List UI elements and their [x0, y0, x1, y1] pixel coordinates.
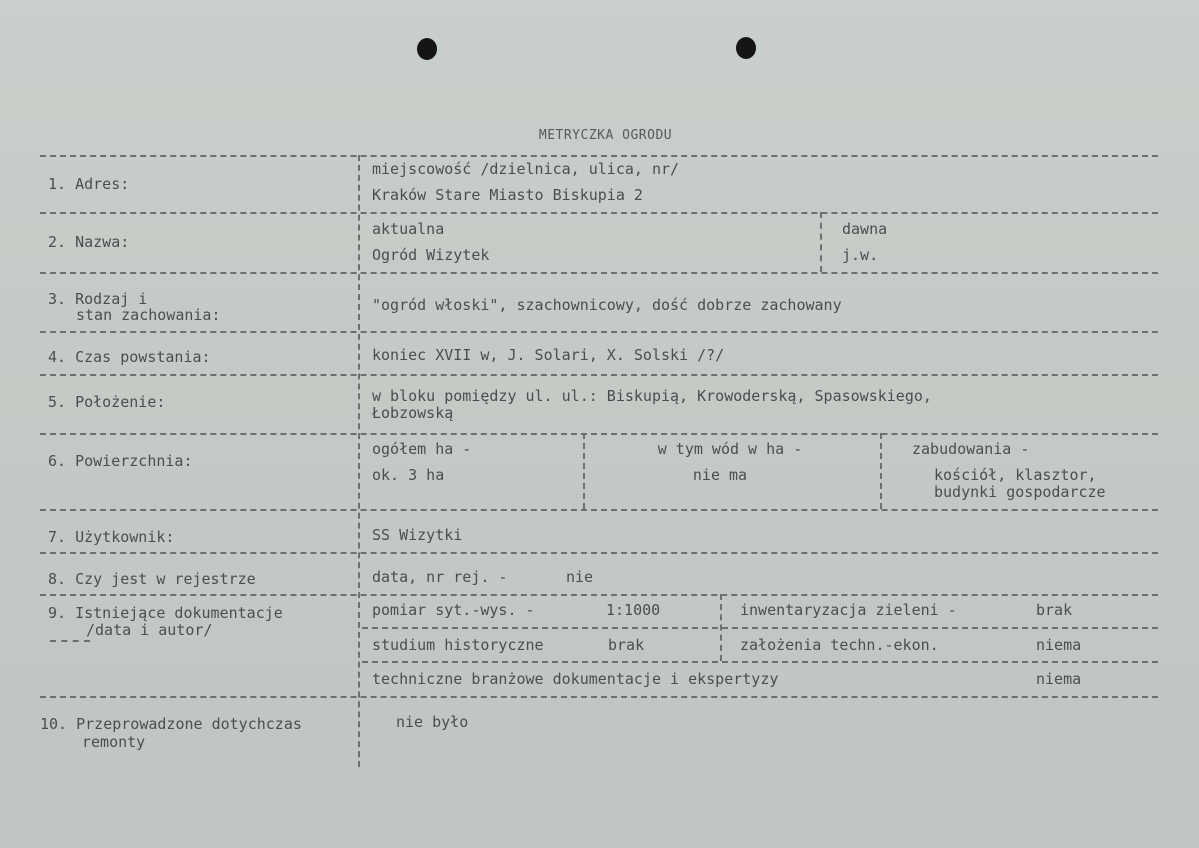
nazwa-current-value: Ogród Wizytek [372, 246, 490, 264]
row-label-nazwa: 2. Nazwa: [48, 233, 130, 251]
column-divider-docs [720, 594, 722, 661]
doc-history-label: studium historyczne [372, 636, 544, 654]
area-total-header: ogółem ha - [372, 440, 472, 458]
column-divider-main [358, 155, 360, 767]
adres-value: Kraków Stare Miasto Biskupia 2 [372, 186, 643, 204]
row-label-remonty-1: 10. Przeprowadzone dotychczas [40, 715, 302, 733]
polozenie-value-2: Łobzowską [372, 404, 454, 422]
row-label-dokumentacje-2: /data i autor/ [86, 621, 213, 639]
doc-survey-label: pomiar syt.-wys. - [372, 601, 535, 619]
table-rule [40, 374, 1158, 376]
table-rule [40, 696, 1158, 698]
czas-value: koniec XVII w, J. Solari, X. Solski /?/ [372, 346, 725, 364]
label-underline [50, 640, 90, 642]
doc-greenery-value: brak [1036, 601, 1073, 619]
row-label-dokumentacje-1: 9. Istniejące dokumentacje [48, 604, 283, 622]
rejestr-prefix: data, nr rej. - [372, 568, 508, 586]
row-label-powierzchnia: 6. Powierzchnia: [48, 452, 193, 470]
row-label-polozenie: 5. Położenie: [48, 393, 166, 411]
doc-history-value: brak [608, 636, 645, 654]
row-label-uzytkownik: 7. Użytkownik: [48, 528, 175, 546]
form-title: METRYCZKA OGRODU [538, 128, 673, 143]
doc-survey-value: 1:1000 [606, 601, 661, 619]
column-divider-area-2 [880, 433, 882, 509]
table-rule [40, 433, 1158, 435]
table-rule [362, 661, 1158, 663]
table-rule [362, 627, 1158, 629]
column-divider-nazwa [820, 212, 822, 272]
uzytkownik-value: SS Wizytki [372, 526, 463, 544]
table-rule [40, 272, 1158, 274]
punch-hole-right [736, 37, 756, 59]
table-rule [40, 331, 1158, 333]
rejestr-value: nie [566, 568, 594, 586]
table-rule [40, 509, 1158, 511]
area-water-value: nie ma [692, 466, 748, 484]
rodzaj-value: "ogród włoski", szachownicowy, dość dobrze zachowany [372, 296, 842, 314]
area-buildings-line-1: kościół, klasztor, [934, 466, 1097, 484]
doc-technical-label: techniczne branżowe dokumentacje i ekspertyzy [372, 670, 779, 688]
area-buildings-line-2: budynki gospodarcze [934, 483, 1106, 501]
area-buildings-header: zabudowania - [912, 440, 1030, 458]
nazwa-former-header: dawna [842, 220, 888, 238]
adres-header: miejscowość /dzielnica, ulica, nr/ [372, 160, 680, 178]
punch-hole-left [417, 38, 437, 60]
column-divider-area-1 [583, 433, 585, 509]
row-label-czas: 4. Czas powstania: [48, 348, 211, 366]
table-rule [40, 212, 1158, 214]
row-label-adres: 1. Adres: [48, 175, 130, 193]
doc-greenery-label: inwentaryzacja zieleni - [740, 601, 957, 619]
row-label-rodzaj-1: 3. Rodzaj i [48, 290, 148, 308]
doc-techecon-label: założenia techn.-ekon. [740, 636, 939, 654]
remonty-value: nie było [396, 713, 469, 731]
area-water-header: w tym wód w ha - [657, 440, 803, 458]
row-label-rodzaj-2: stan zachowania: [76, 306, 221, 324]
table-rule [40, 155, 1158, 157]
nazwa-former-value: j.w. [842, 246, 879, 264]
row-label-remonty-2: remonty [82, 733, 146, 751]
table-rule [40, 552, 1158, 554]
table-rule [40, 594, 1158, 596]
nazwa-current-header: aktualna [372, 220, 445, 238]
polozenie-value-1: w bloku pomiędzy ul. ul.: Biskupią, Krowoderską, Spasowskiego, [372, 387, 932, 405]
doc-technical-value: niema [1036, 670, 1082, 688]
area-total-value: ok. 3 ha [372, 466, 445, 484]
doc-techecon-value: niema [1036, 636, 1082, 654]
row-label-rejestr: 8. Czy jest w rejestrze [48, 570, 256, 588]
